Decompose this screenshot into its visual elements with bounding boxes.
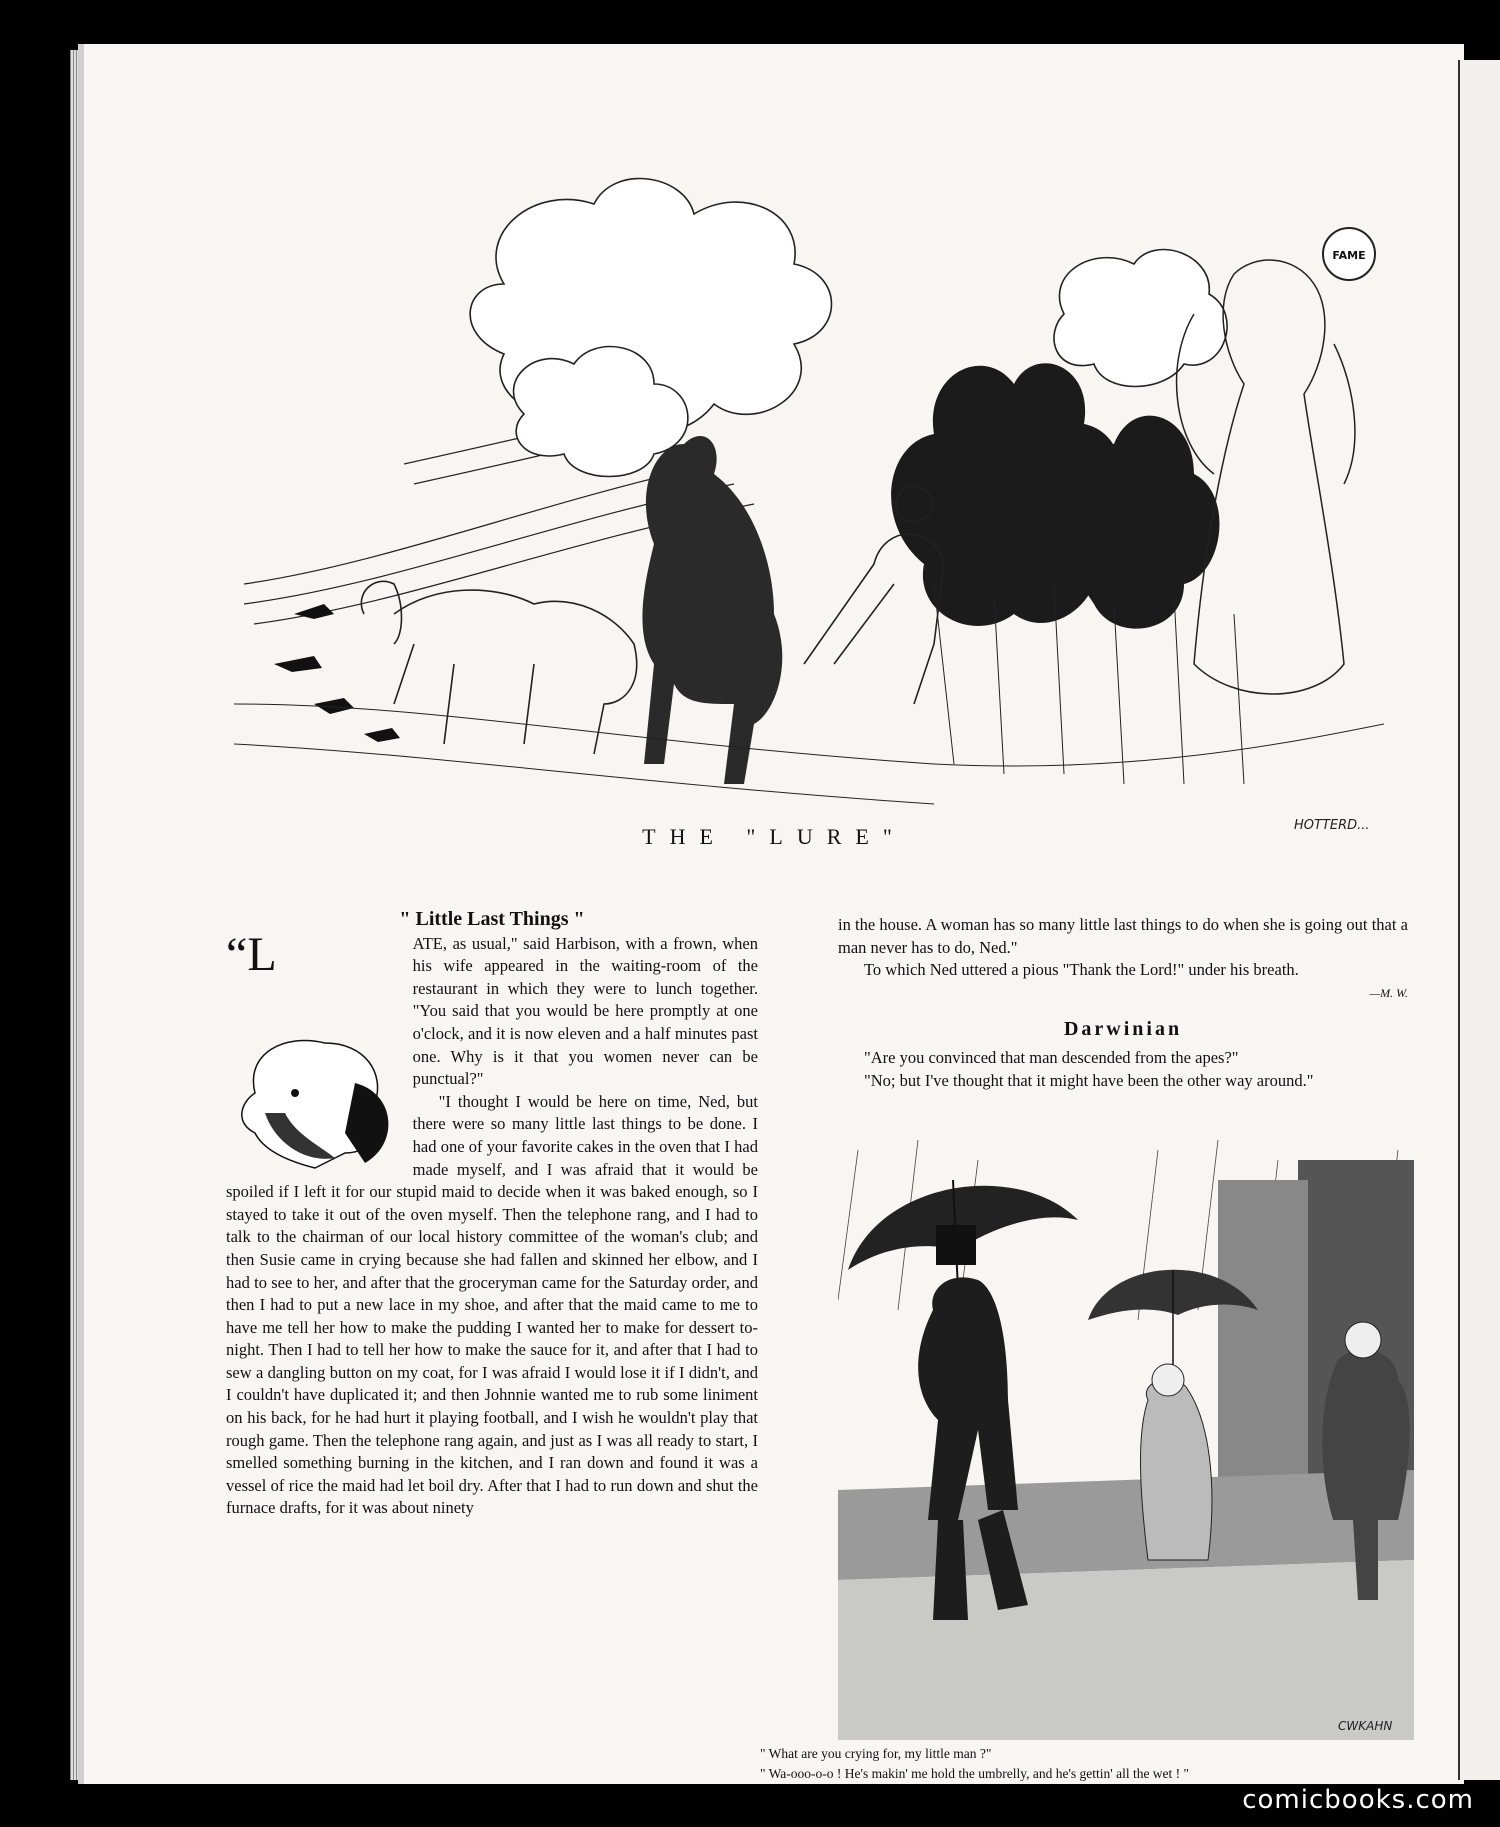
rain-caption-line2: " Wa-ooo-o-o ! He's makin' me hold the umbrelly, and he's gettin' all the wet ! " <box>760 1766 1190 1781</box>
rain-caption <box>760 1744 1380 1784</box>
top-artist-signature: HOTTERD... <box>1294 818 1370 833</box>
article1-title: " Little Last Things " <box>399 908 585 930</box>
article1-signature: —M. W. <box>1369 985 1408 1000</box>
the-lure-illustration <box>234 144 1384 844</box>
article2-title: Darwinian <box>1063 1018 1183 1041</box>
rain-artist-signature: CWKAHN <box>1338 1719 1393 1733</box>
article2-answer: "No; but I've thought that it might have been the other way around." <box>864 1070 1314 1090</box>
article1-paragraph2-continued: in the house. A woman has so many little last things to do when she is going out that a man never has to do, Ned." <box>838 915 1408 957</box>
adjacent-page-edge <box>1458 60 1500 1780</box>
old-man-portrait <box>225 1023 405 1173</box>
right-column <box>838 914 1408 1092</box>
magazine-page <box>78 44 1464 1784</box>
article2-question: "Are you convinced that man descended from the apes?" <box>864 1047 1239 1067</box>
drop-cap: “L <box>226 927 277 981</box>
article1-paragraph3: To which Ned uttered a pious "Thank the Lord!" under his breath. <box>864 960 1299 980</box>
article1-paragraph2: "I thought I would be here on time, Ned, but there were so many little last things to be done. I had one of your favorite cakes in the oven that I had made myself, and I was afraid that it would be spoiled if I left it for our stupid maid to decide when it was baked enough, so I stayed to take it out of the oven myself. Then the telephone rang, and I had to talk to the chairman of our local history committee of the woman's club; and then Susie came in crying because she had fallen and skinned her elbow, and I had to see to her, and after that the groceryman came for the Saturday order, and then I had to put a new lace in my shoe, and after that the maid came to me to have me tell her how to make the pudding I wanted her to make for dessert to-night. Then I had to tell her how to make the sauce for it, and after that I had to sew a dangling button on my coat, for I was afraid I would lose it if I didn't, and I couldn't have duplicated it; and then Johnnie wanted me to rub some liniment on his back, for he had hurt it playing football, and I wish he wouldn't play that rough game. Then the telephone rang again, and just as I was all ready to start, I smelled something burning in the kitchen, and I ran down and found it was a vessel of rice the maid had let boil dry. After that I had to run down and shut the furnace drafts, for it was about ninety <box>226 1091 758 1518</box>
rain-umbrella-illustration <box>838 1140 1414 1740</box>
left-column <box>226 908 758 1520</box>
fame-label: FAME <box>1332 249 1366 262</box>
rain-caption-line1: " What are you crying for, my little man ?" <box>760 1746 992 1761</box>
watermark: comicbooks.com <box>1242 1785 1474 1815</box>
article1-paragraph1: “L ATE, as usual," said Harbison, with a frown, when his wife appeared in the waiting-room of the restaurant in which they were to lunch together. "You said that you would be here promptly at one o'clock, and it is now eleven and a half minutes past one. Why is it that you women never can be punctual?" <box>226 933 758 1091</box>
illustration-caption: THE "LURE" <box>642 824 906 849</box>
